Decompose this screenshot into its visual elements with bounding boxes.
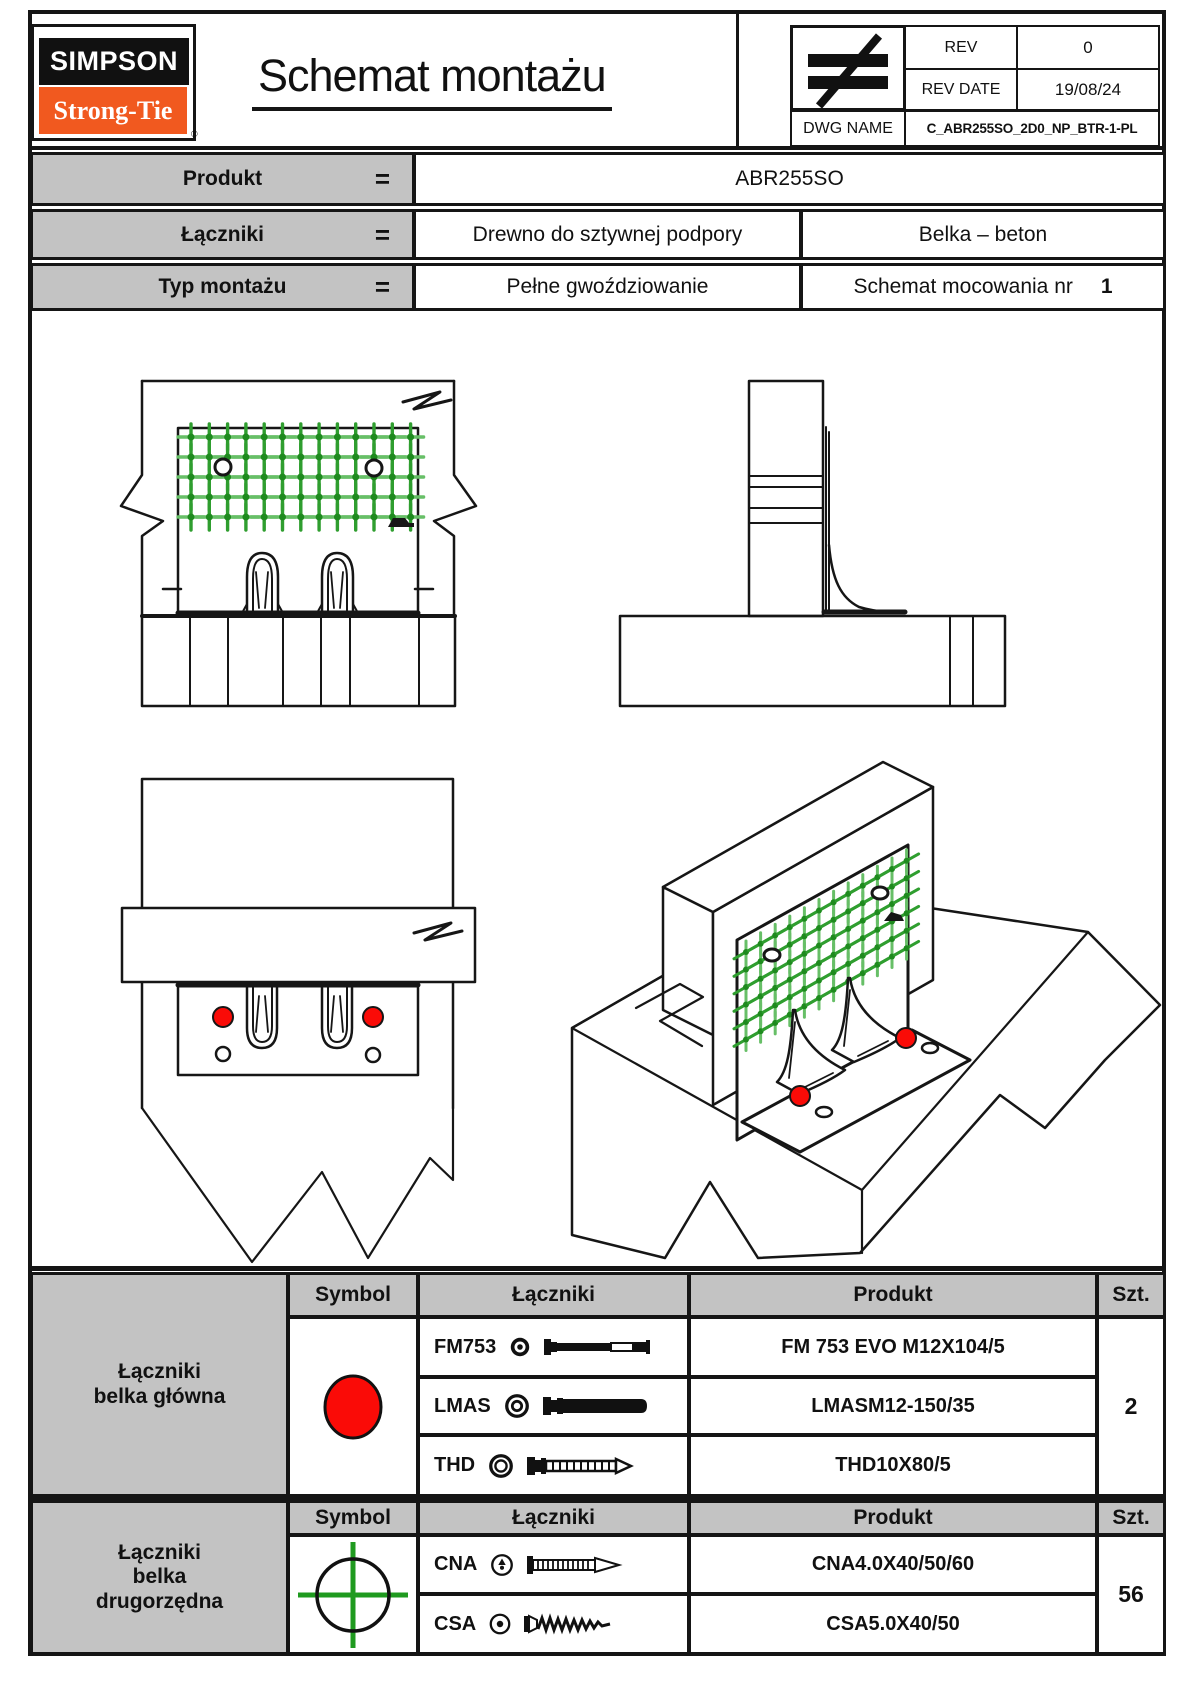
anchor-hole [816, 1107, 832, 1117]
col-header-symbol: Symbol [287, 1272, 419, 1318]
mount-type-row-label: Typ montażu = [30, 263, 415, 311]
beam-plan [122, 908, 475, 982]
product-lmas: LMASM12-150/35 [688, 1376, 1098, 1436]
cna-nail-icon [527, 1552, 639, 1578]
group-label-secondary-beam: Łączniki belka drugorzędna [30, 1500, 289, 1655]
bracket-plate-plan [178, 986, 418, 1075]
qty-main-beam: 2 [1096, 1316, 1166, 1497]
bolt-hole [764, 949, 780, 961]
concrete-side [620, 616, 1005, 706]
not-equal-icon [793, 28, 903, 108]
logo-strongtie-text: Strong-Tie [39, 87, 187, 134]
mount-scheme-cell [800, 263, 1166, 311]
group-label-main-beam: Łączniki belka główna [30, 1272, 289, 1497]
main-anchor-marker [213, 1007, 233, 1027]
view-front [121, 381, 476, 706]
concrete-break-edge [142, 1108, 453, 1262]
lmas-washer-icon [503, 1392, 531, 1420]
dwg-name-label: DWG NAME [790, 110, 906, 147]
view-plan [122, 779, 475, 1262]
dwg-name-value: C_ABR255SO_2D0_NP_BTR-1-PL [904, 110, 1160, 147]
col-header-fasteners: Łączniki [417, 1272, 690, 1318]
fastener-row-thd: THD [417, 1434, 690, 1497]
fasteners-value-1: Drewno do sztywnej podpory [413, 209, 802, 260]
main-anchor-marker [896, 1028, 916, 1048]
bolt-hole [215, 459, 231, 475]
product-cna: CNA4.0X40/50/60 [688, 1534, 1098, 1595]
equals-sign: = [374, 219, 390, 249]
mount-type-value: Pełne gwoździowanie [413, 263, 802, 311]
mount-scheme-number: 1 [1100, 275, 1113, 298]
col-header-symbol: Symbol [287, 1500, 419, 1536]
fasteners-value-2: Belka – beton [800, 209, 1166, 260]
col-header-product: Produkt [688, 1500, 1098, 1536]
fastener-row-lmas: LMAS [417, 1376, 690, 1436]
mount-scheme-label: Schemat mocowania nr [853, 275, 1073, 298]
red-circle-icon [318, 1370, 388, 1444]
product-csa: CSA5.0X40/50 [688, 1593, 1098, 1655]
qty-secondary-beam: 56 [1096, 1534, 1166, 1655]
nail-grid-front [178, 424, 424, 530]
bracket-profile [829, 545, 904, 613]
col-header-product: Produkt [688, 1272, 1098, 1318]
csa-screw-icon [524, 1611, 636, 1637]
equals-sign: = [374, 271, 390, 302]
bolt-hole [872, 887, 888, 899]
concrete-front [142, 616, 455, 706]
main-anchor-marker [790, 1086, 810, 1106]
rev-label: REV [904, 25, 1018, 70]
fastener-row-cna: CNA [417, 1534, 690, 1595]
lmas-bolt-icon [543, 1391, 661, 1421]
bracket-plate-edge [826, 427, 829, 613]
view-isometric [572, 762, 1160, 1258]
equals-sign: = [374, 163, 390, 194]
rev-date-value: 19/08/24 [1016, 68, 1160, 111]
thd-screw-icon [527, 1453, 645, 1479]
product-row-label: Produkt = [30, 152, 415, 206]
beam-side [749, 381, 823, 616]
view-side [620, 381, 1005, 706]
product-fm753: FM 753 EVO M12X104/5 [688, 1316, 1098, 1378]
page-title: Schemat montażu [252, 50, 612, 111]
not-equal-symbol-box [790, 25, 906, 111]
thd-washer-icon [487, 1452, 515, 1480]
fm753-bolt-icon [544, 1334, 662, 1360]
stiffener-rib [242, 553, 283, 613]
technical-drawing [30, 312, 1165, 1265]
anchor-hole [366, 1048, 380, 1062]
main-anchor-marker [363, 1007, 383, 1027]
col-header-qty: Szt. [1096, 1500, 1166, 1536]
symbol-cell-secondary-beam [287, 1534, 419, 1655]
logo-registered-mark: ® [191, 129, 198, 139]
col-header-qty: Szt. [1096, 1272, 1166, 1318]
fasteners-row-label: Łączniki = [30, 209, 415, 260]
product-thd: THD10X80/5 [688, 1434, 1098, 1497]
logo-simpson-text: SIMPSON [39, 38, 189, 85]
bolt-hole [366, 460, 382, 476]
col-header-fasteners: Łączniki [417, 1500, 690, 1536]
csa-head-icon [488, 1612, 512, 1636]
anchor-hole [216, 1047, 230, 1061]
table-separator [28, 1266, 1166, 1271]
header-divider-vertical [736, 10, 739, 150]
simpson-strongtie-logo [31, 24, 196, 141]
section-break-symbol [403, 392, 451, 409]
green-crosshair-circle-icon [290, 1538, 416, 1652]
cna-head-icon [489, 1552, 515, 1578]
rev-value: 0 [1016, 25, 1160, 70]
fastener-row-csa: CSA [417, 1593, 690, 1655]
symbol-cell-main-beam [287, 1316, 419, 1497]
rev-date-label: REV DATE [904, 68, 1018, 111]
fm753-washer-icon [508, 1335, 532, 1359]
product-value: ABR255SO [413, 152, 1166, 206]
anchor-hole [922, 1043, 938, 1053]
fastener-row-fm753: FM753 [417, 1316, 690, 1378]
